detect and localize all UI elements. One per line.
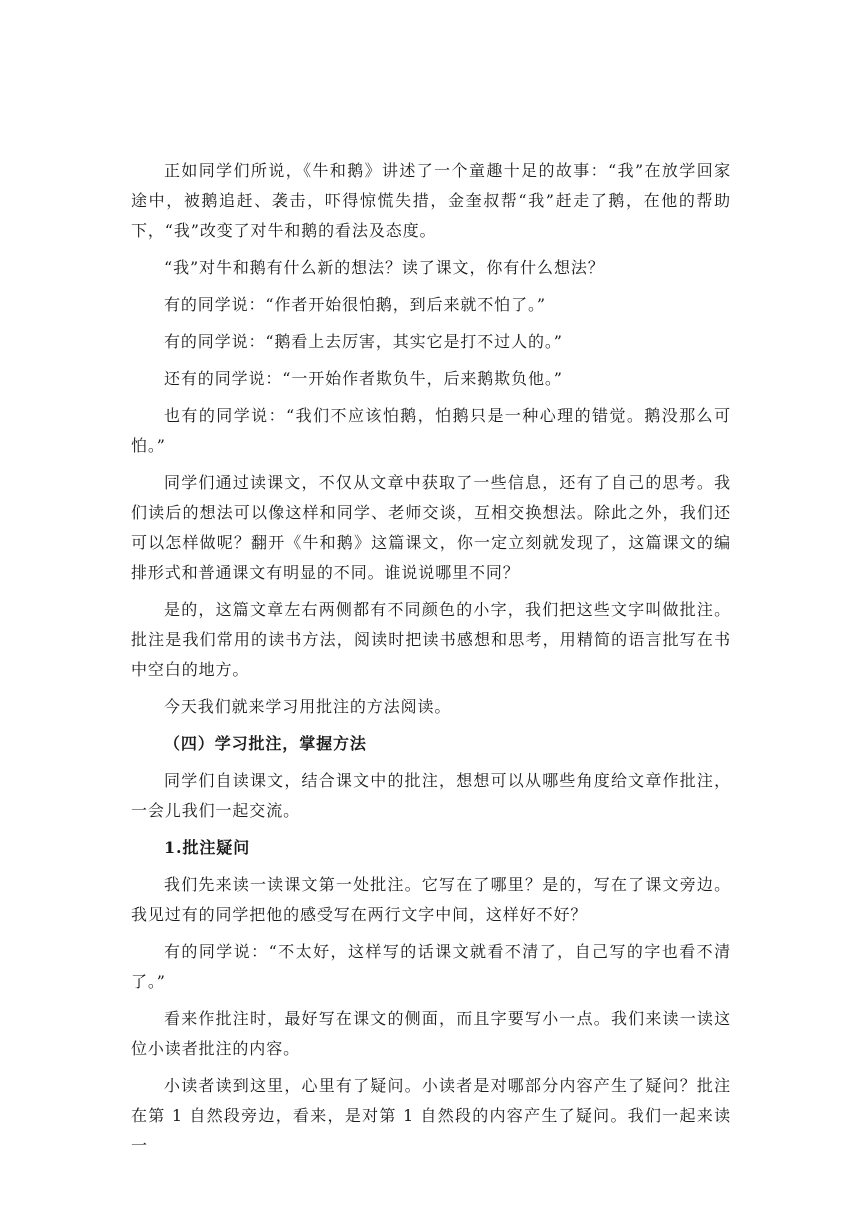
paragraph: 正如同学们所说，《牛和鹅》讲述了一个童趣十足的故事：“我”在放学回家途中，被鹅追赶、袭击，吓得惊慌失措，金奎叔帮“我”赶走了鹅，在他的帮助下，“我”改变了对牛和鹅的看法及态度。 [131,161,731,240]
paragraph: 是的，这篇文章左右两侧都有不同颜色的小字，我们把这些文字叫做批注。批注是我们常用的读书方法，阅读时把读书感想和思考，用精简的语言批写在书中空白的地方。 [131,600,731,679]
paragraph: 同学们自读课文，结合课文中的批注，想想可以从哪些角度给文章作批注，一会儿我们一起交流。 [131,771,731,820]
section-heading: （四）学习批注，掌握方法 [164,734,367,753]
paragraph: 有的同学说：“鹅看上去厉害，其实它是打不过人的。” [164,332,563,351]
document-body [131,156,731,1168]
paragraph: 小读者读到这里，心里有了疑问。小读者是对哪部分内容产生了疑问？批注在第 1 自然段旁边，看来，是对第 1 自然段的内容产生了疑问。我们一起来读一 [131,1076,731,1155]
paragraph: 有的同学说：“作者开始很怕鹅，到后来就不怕了。” [164,295,546,314]
paragraph: 我们先来读一读课文第一处批注。它写在了哪里？是的，写在了课文旁边。我见过有的同学把他的感受写在两行文字中间，这样好不好？ [131,875,731,924]
paragraph: 有的同学说：“不太好，这样写的话课文就看不清了，自己写的字也看不清了。” [131,942,731,991]
paragraph: “我”对牛和鹅有什么新的想法？读了课文，你有什么想法？ [164,258,605,277]
paragraph: 还有的同学说：“一开始作者欺负牛，后来鹅欺负他。” [164,369,563,388]
paragraph: 今天我们就来学习用批注的方法阅读。 [164,697,452,716]
paragraph: 看来作批注时，最好写在课文的侧面，而且字要写小一点。我们来读一读这位小读者批注的内容。 [131,1009,731,1058]
paragraph: 也有的同学说：“我们不应该怕鹅，怕鹅只是一种心理的错觉。鹅没那么可怕。” [131,406,731,455]
subsection-heading: 1.批注疑问 [164,838,251,857]
paragraph: 同学们通过读课文，不仅从文章中获取了一些信息，还有了自己的思考。我们读后的想法可以像这样和同学、老师交谈，互相交换想法。除此之外，我们还可以怎样做呢？翻开《牛和鹅》这篇课文，你一定立刻就发现了，这篇课文的编排形式和普通课文有明显的不同。谁说说哪里不同？ [131,473,731,582]
